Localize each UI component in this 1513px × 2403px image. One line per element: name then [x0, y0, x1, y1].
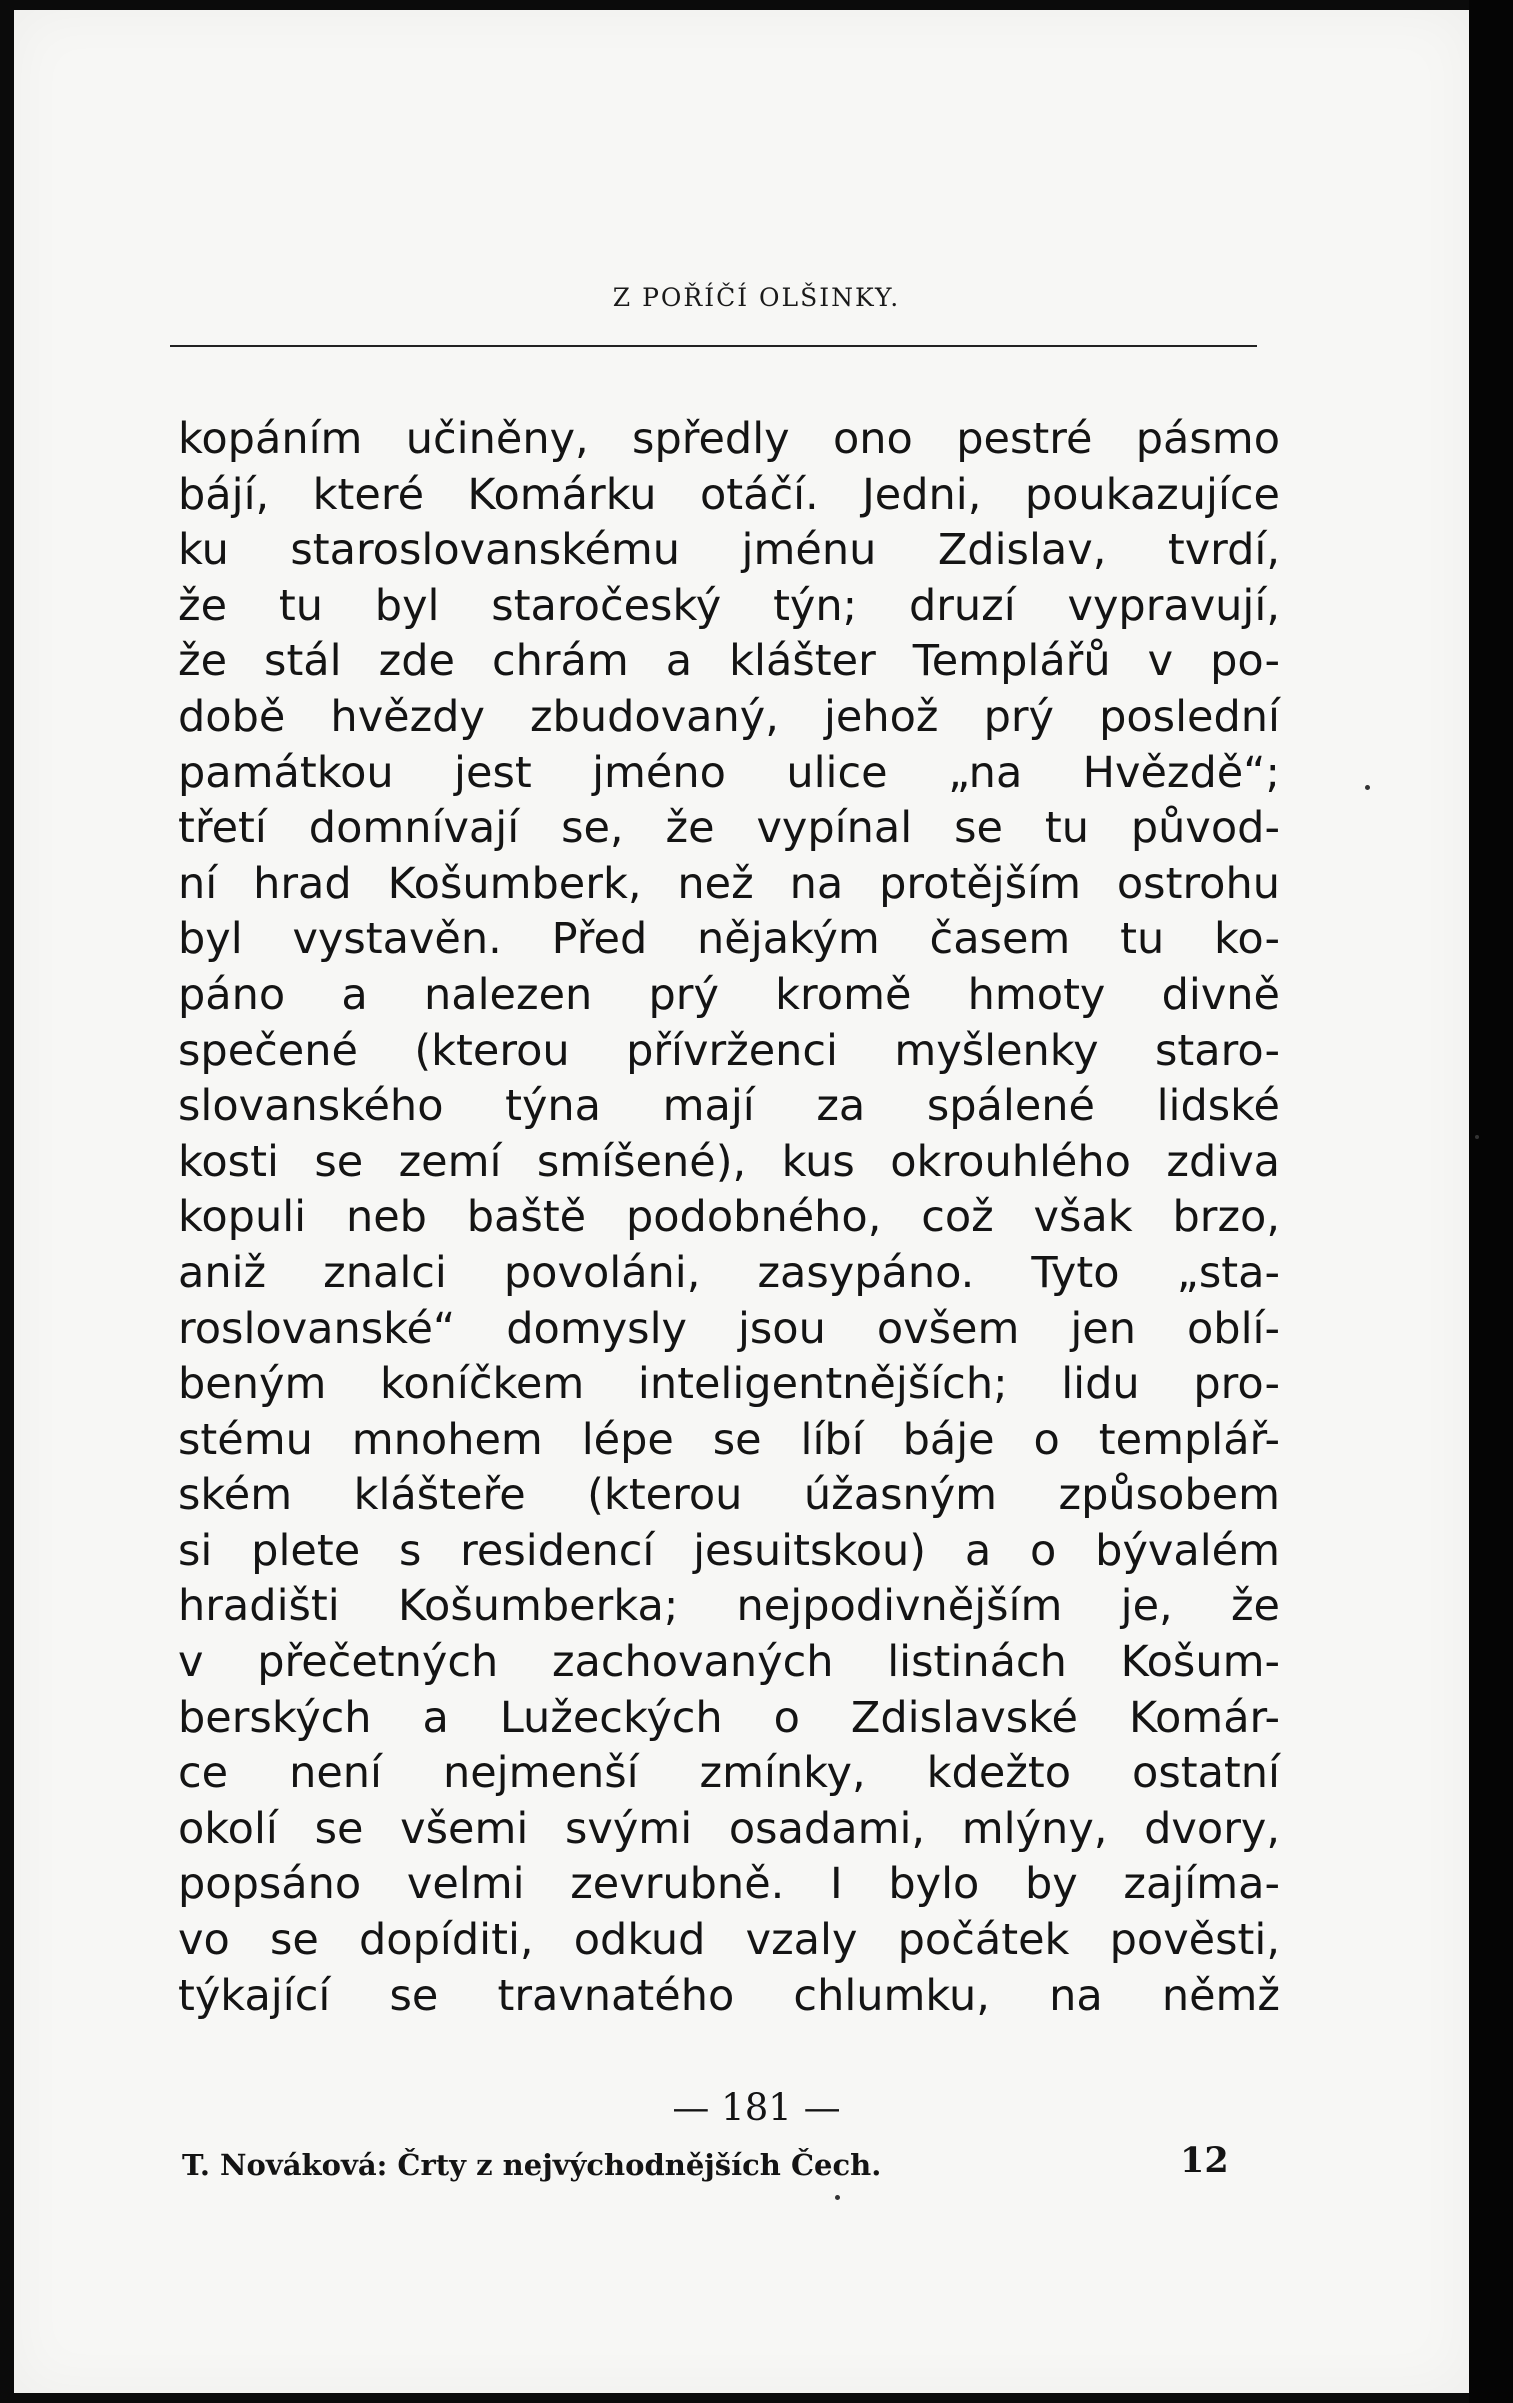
text-line: době hvězdy zbudovaný, jehož prý poslední [178, 691, 1280, 742]
text-line: berských a Lužeckých o Zdislavské Komár- [178, 1692, 1280, 1743]
text-line: kosti se zemí smíšené), kus okrouhlého zdiva [178, 1136, 1280, 1187]
body-text [178, 412, 1280, 2024]
text-line: stému mnohem lépe se líbí báje o templář- [178, 1414, 1280, 1465]
scan-speck [835, 2195, 840, 2200]
text-line: byl vystavěn. Před nějakým časem tu ko- [178, 914, 1280, 965]
text-line: že tu byl staročeský týn; druzí vypravují, [178, 580, 1280, 631]
text-line: páno a nalezen prý kromě hmoty divně [178, 969, 1280, 1020]
text-line: beným koníčkem inteligentnějších; lidu pro- [178, 1359, 1280, 1410]
text-line: kopáním učiněny, spředly ono pestré pásmo [178, 414, 1280, 464]
text-line: památkou jest jméno ulice „na Hvězdě“; [178, 747, 1280, 798]
text-line: třetí domnívají se, že vypínal se tu původ- [178, 803, 1280, 854]
text-line: ském klášteře (kterou úžasným způsobem [178, 1470, 1280, 1521]
text-line: bájí, které Komárku otáčí. Jedni, poukazujíce [178, 469, 1280, 520]
text-line: že stál zde chrám a klášter Templářů v po- [178, 636, 1280, 687]
text-line: si plete s residencí jesuitskou) a o bývalém [178, 1525, 1280, 1576]
text-line: aniž znalci povoláni, zasypáno. Tyto „sta- [178, 1247, 1280, 1298]
text-line: hradišti Košumberka; nejpodivnějším je, že [178, 1581, 1280, 1632]
text-line: kopuli neb baště podobného, což však brzo, [178, 1192, 1280, 1243]
header-rule [170, 345, 1257, 347]
text-line: slovanského týna mají za spálené lidské [178, 1081, 1280, 1132]
text-line: v přečetných zachovaných listinách Košum- [178, 1637, 1280, 1688]
text-line: týkající se travnatého chlumku, na němž [178, 1970, 1280, 2021]
scan-speck [1475, 1135, 1479, 1139]
text-line: spečené (kterou přívrženci myšlenky staro- [178, 1025, 1280, 1076]
page-number: — 181 — [672, 2086, 841, 2129]
text-line: roslovanské“ domysly jsou ovšem jen oblí- [178, 1303, 1280, 1354]
text-line: popsáno velmi zevrubně. I bylo by zajíma- [178, 1859, 1280, 1910]
text-line: okolí se všemi svými osadami, mlýny, dvory, [178, 1803, 1280, 1854]
footer-signature: T. Nováková: Črty z nejvýchodnějších Čech. [182, 2148, 882, 2182]
running-header: Z POŘÍČÍ OLŠINKY. [612, 283, 901, 312]
sheet-number: 12 [1180, 2140, 1229, 2181]
text-line: ní hrad Košumberk, než na protějším ostrohu [178, 858, 1280, 909]
text-line: vo se dopíditi, odkud vzaly počátek pověsti, [178, 1915, 1280, 1966]
text-line: ce není nejmenší zmínky, kdežto ostatní [178, 1748, 1280, 1799]
scan-edge-shadow [1469, 0, 1513, 2403]
text-line: ku staroslovanskému jménu Zdislav, tvrdí, [178, 525, 1280, 576]
scan-speck [1365, 785, 1370, 790]
